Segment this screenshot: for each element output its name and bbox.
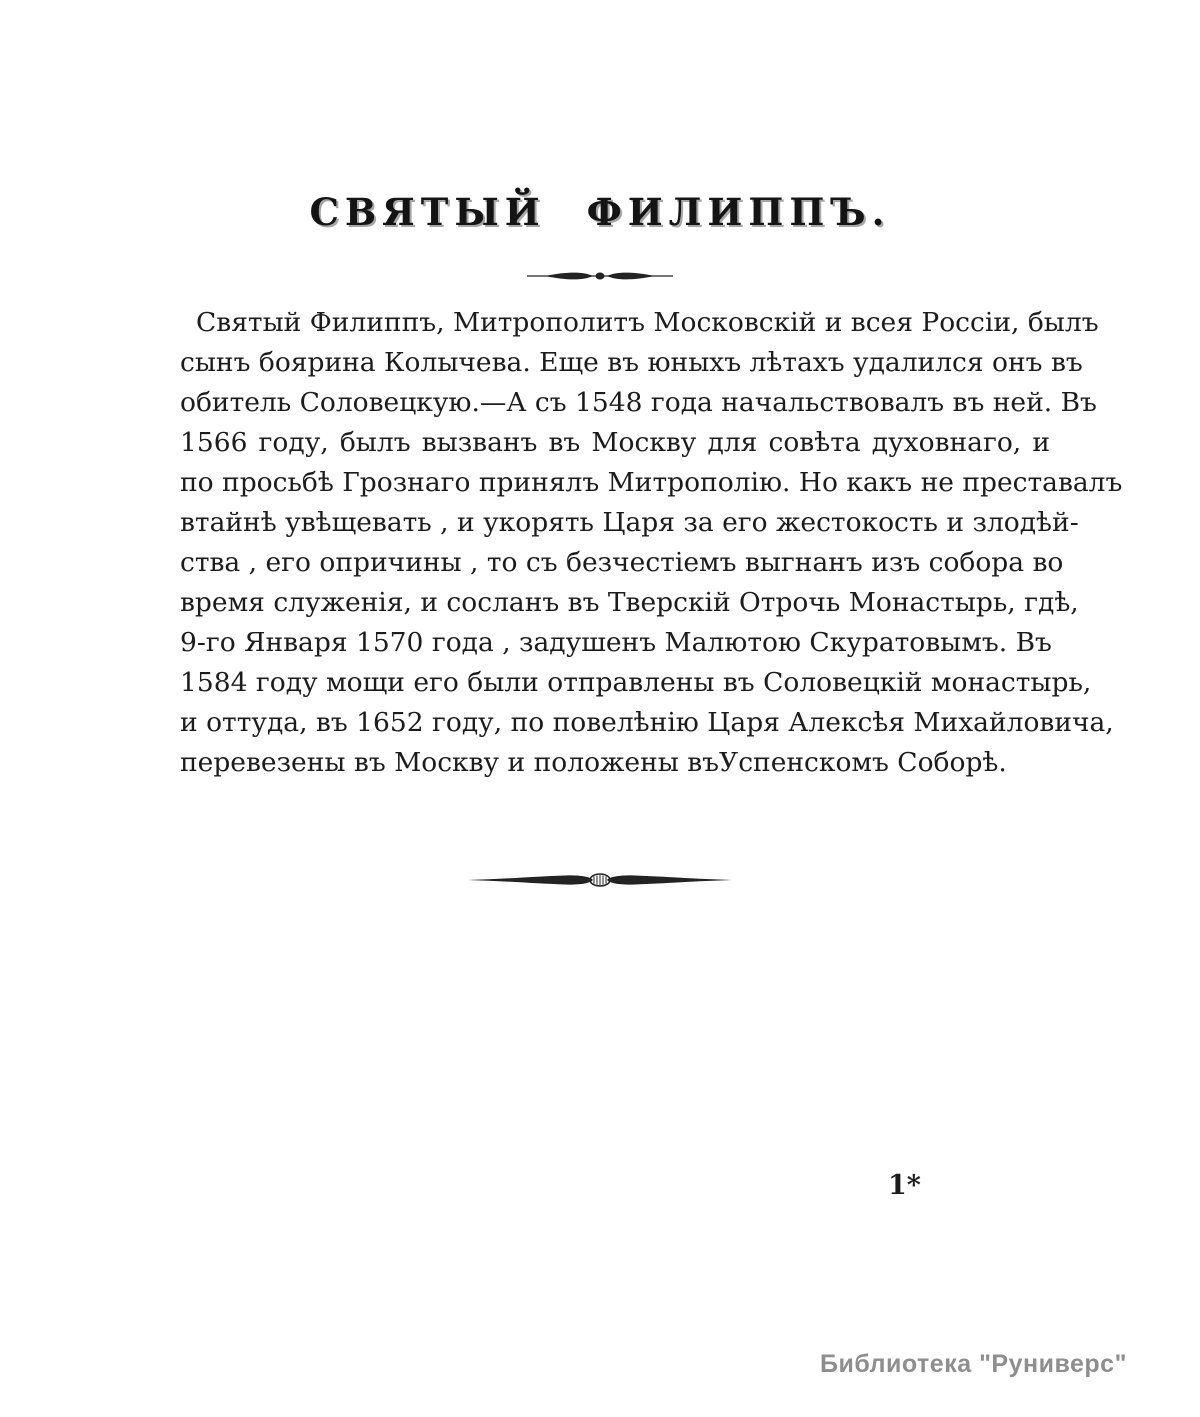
text-line: втайнѣ увѣщевать , и укорять Царя за его жестокость и злодѣй- (180, 507, 1079, 538)
main-paragraph (180, 303, 1123, 783)
text-line: сынъ боярина Колычева. Еще въ юныхъ лѣтахъ удалился онъ въ (180, 347, 1083, 378)
text-line: по просьбѣ Грознаго принялъ Митрополію. Но какъ не преставалъ (180, 467, 1123, 498)
text-line: 1584 году мощи его были отправлены въ Соловецкій монастырь, (180, 667, 1092, 698)
text-line: 1566 году, былъ вызванъ въ Москву для совѣта духовнаго, и (180, 427, 1050, 458)
library-watermark: Библиотека "Руниверс" (820, 1350, 1127, 1378)
text-line: Святый Филиппъ, Митрополитъ Московскій и всея Россіи, былъ (196, 307, 1099, 338)
text-line: время служенія, и сосланъ въ Тверскій Отрочь Монастырь, гдѣ, (180, 587, 1079, 618)
page-title: СВЯТЫЙ ФИЛИППЪ. (309, 190, 891, 234)
headpiece-divider-icon (525, 268, 675, 284)
text-line: ства , его опричины , то съ безчестіемъ выгнанъ изъ собора во (180, 547, 1064, 578)
text-line: и оттуда, въ 1652 году, по повелѣнію Царя Алексѣя Михайловича, (180, 707, 1114, 738)
text-line: 9-го Января 1570 года , задушенъ Малютою Скуратовымъ. Въ (180, 627, 1052, 658)
tailpiece-ornament-icon (465, 866, 735, 894)
text-line: обитель Соловецкую.—А съ 1548 года начальствовалъ въ ней. Въ (180, 387, 1097, 418)
text-line: перевезены въ Москву и положены въУспенскомъ Соборѣ. (180, 747, 1007, 778)
page-signature: 1* (888, 1170, 921, 1201)
